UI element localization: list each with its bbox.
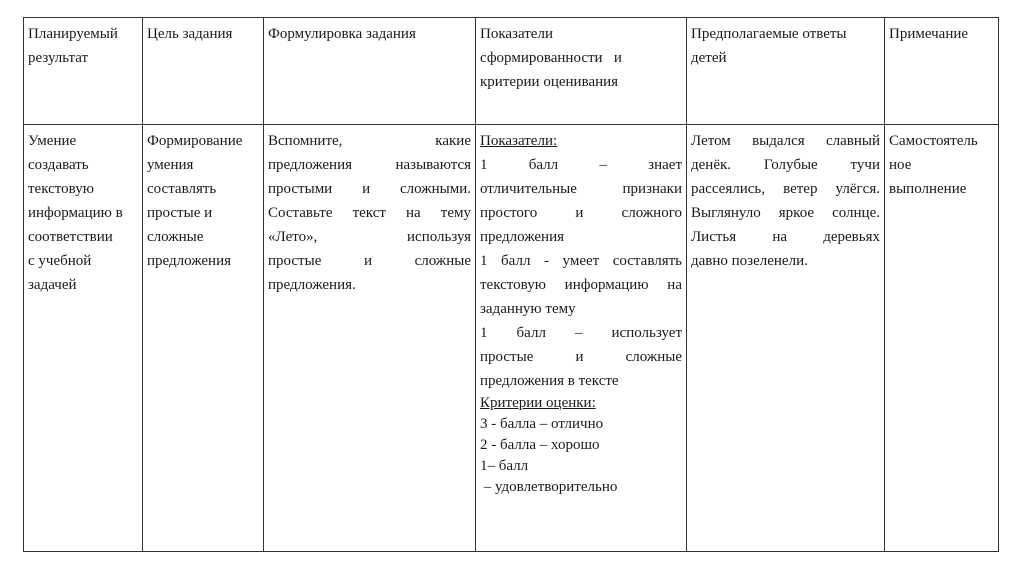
header-line: Примечание [889,26,969,42]
cell-line: соответствии [28,229,113,245]
cell-line: Самостоятель [889,133,978,149]
cell-note [885,125,999,552]
header-line: Формулировка задания [268,26,416,42]
cell-line: Вспомните, какие [268,133,471,149]
cell-line: давно позеленели. [691,253,808,269]
cell-line: с учебной [28,253,92,269]
header-planned-result [24,18,143,125]
cell-line: «Лето», используя [268,229,471,245]
cell-line: денёк. Голубые тучи [691,157,880,173]
header-line: Планируемый [28,26,118,42]
header-note [885,18,999,125]
cell-line: текстовую [28,181,94,197]
cell-line: Составьте текст на тему [268,205,471,221]
cell-line: простые и сложные [480,349,682,365]
cell-planned-result [24,125,143,552]
cell-line: простыми и сложными. [268,181,471,197]
cell-line: Умение [28,133,77,149]
cell-line: 2 - балла – хорошо [480,437,600,453]
header-task-goal [143,18,264,125]
cell-line: Летом выдался славный [691,133,880,149]
header-line: Цель задания [147,26,233,42]
cell-line: предложения. [268,277,356,293]
header-task-wording [264,18,476,125]
cell-task-goal [143,125,264,552]
header-line: Показатели [480,26,553,42]
cell-line: ное [889,157,912,173]
cell-line: 1 балл - умеет составлять [480,253,682,269]
table-row [24,125,999,552]
cell-line: 1 балл – использует [480,325,682,341]
cell-task-wording [264,125,476,552]
cell-line: заданную тему [480,301,576,317]
cell-line: 1 балл – знает [480,157,682,173]
criteria-heading: Критерии оценки: [480,395,596,411]
cell-line: предложения называются [268,157,471,173]
cell-line: отличительные признаки [480,181,682,197]
header-indicators [476,18,687,125]
cell-line: выполнение [889,181,967,197]
cell-line: предложения [480,229,565,245]
header-line: критерии оценивания [480,74,619,90]
cell-line: простого и сложного [480,205,682,221]
header-line: результат [28,50,89,66]
cell-line: умения [147,157,194,173]
cell-line: рассеялись, ветер улёгся. [691,181,880,197]
cell-line: Формирование [147,133,243,149]
cell-line: 1– балл [480,458,529,474]
assessment-table [23,17,999,552]
cell-line: сложные [147,229,204,245]
cell-line: 3 - балла – отлично [480,416,604,432]
cell-line: простые и сложные [268,253,471,269]
cell-line: информацию в [28,205,123,221]
cell-line: предложения [147,253,232,269]
cell-line: составлять [147,181,217,197]
cell-line: простые и [147,205,213,221]
header-line: Предполагаемые ответы [691,26,847,42]
header-line: детей [691,50,727,66]
cell-line: создавать [28,157,89,173]
cell-expected-answers [687,125,885,552]
indicators-heading: Показатели: [480,133,558,149]
header-row [24,18,999,125]
header-expected-answers [687,18,885,125]
cell-indicators [476,125,687,552]
cell-line: – удовлетворительно [480,479,618,495]
header-line: сформированности и [480,50,622,66]
cell-line: предложения в тексте [480,373,619,389]
cell-line: текстовую информацию на [480,277,682,293]
cell-line: задачей [28,277,77,293]
cell-line: Выглянуло яркое солнце. [691,205,880,221]
cell-line: Листья на деревьях [691,229,880,245]
